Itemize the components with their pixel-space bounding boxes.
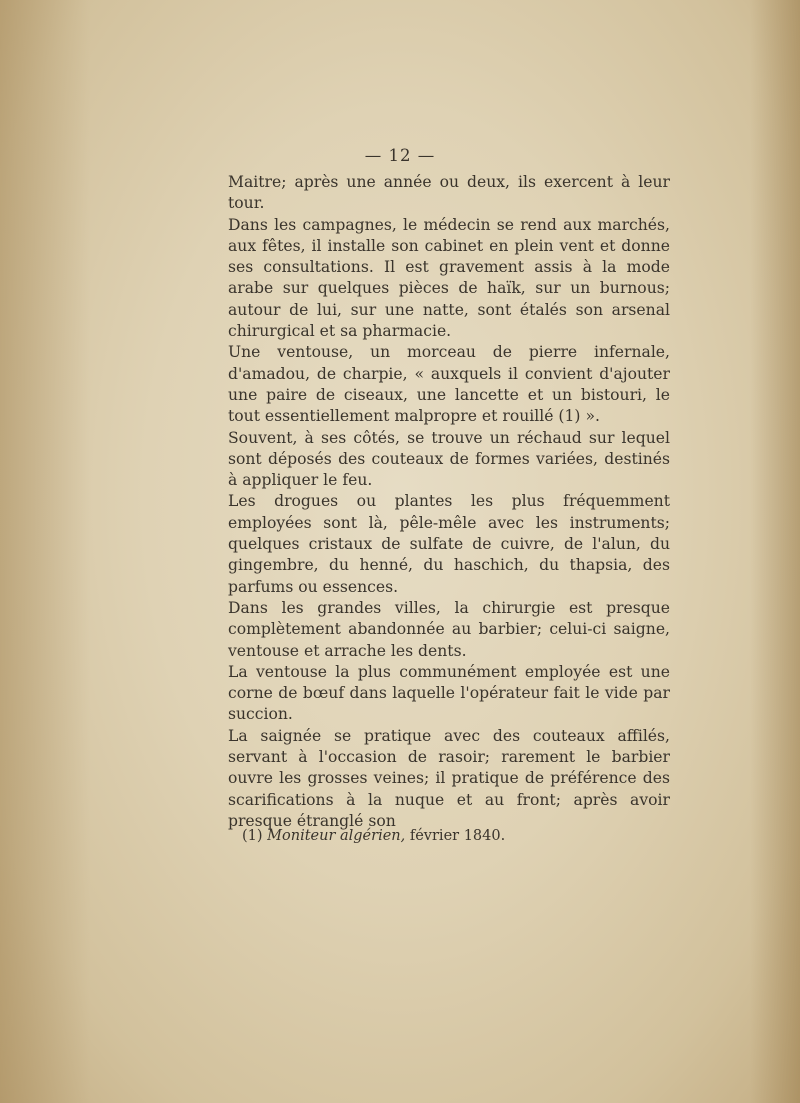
- paragraph: Les drogues ou plantes les plus fréquemment employées sont là, pêle-mêle avec les instruments; quelques cristaux de sulfate de cuivre, de l'alun, du gingembre, du henné, du haschich, du thapsia, des parfums ou essences.: [228, 492, 670, 596]
- footnote-marker: (1): [242, 828, 263, 844]
- paragraph: Une ventouse, un morceau de pierre infernale, d'amadou, de charpie, « auxquels il convient d'ajouter une paire de ciseaux, une lancette et un bistouri, le tout essentiellement malpropre et rouillé (1) ».: [228, 343, 670, 426]
- footnote-source-title: Moniteur algérien,: [267, 828, 406, 844]
- paragraph: Maitre; après une année ou deux, ils exercent à leur tour.: [228, 173, 670, 213]
- page-edge-shadow-left: [0, 0, 90, 1103]
- page-edge-shadow-right: [750, 0, 800, 1103]
- page-number: — 12 —: [364, 146, 436, 165]
- paragraph: La ventouse la plus communément employée est une corne de bœuf dans laquelle l'opérateur fait le vide par succion.: [228, 662, 670, 724]
- footnote-source-date: février 1840.: [409, 828, 506, 844]
- footnote: [242, 827, 662, 845]
- paragraph: Dans les campagnes, le médecin se rend aux marchés, aux fêtes, il installe son cabinet en plein vent et donne ses consultations. Il est gravement assis à la mode arabe sur quelques pièces de haïk, sur un burnous; autour de lui, sur une natte, sont étalés son arsenal chirurgical et sa pharmacie.: [228, 215, 670, 341]
- paragraph: La saignée se pratique avec des couteaux affilés, servant à l'occasion de rasoir; rarement le barbier ouvre les grosses veines; il pratique de préférence des scarifications à la nuque et au front; après avoir presque étranglé son: [228, 726, 670, 830]
- paragraph: Dans les grandes villes, la chirurgie est presque complètement abandonnée au barbier; celui-ci saigne, ventouse et arrache les dents.: [228, 598, 670, 660]
- paragraph: Souvent, à ses côtés, se trouve un réchaud sur lequel sont déposés des couteaux de formes variées, destinés à appliquer le feu.: [228, 428, 670, 490]
- body-text: [228, 172, 670, 832]
